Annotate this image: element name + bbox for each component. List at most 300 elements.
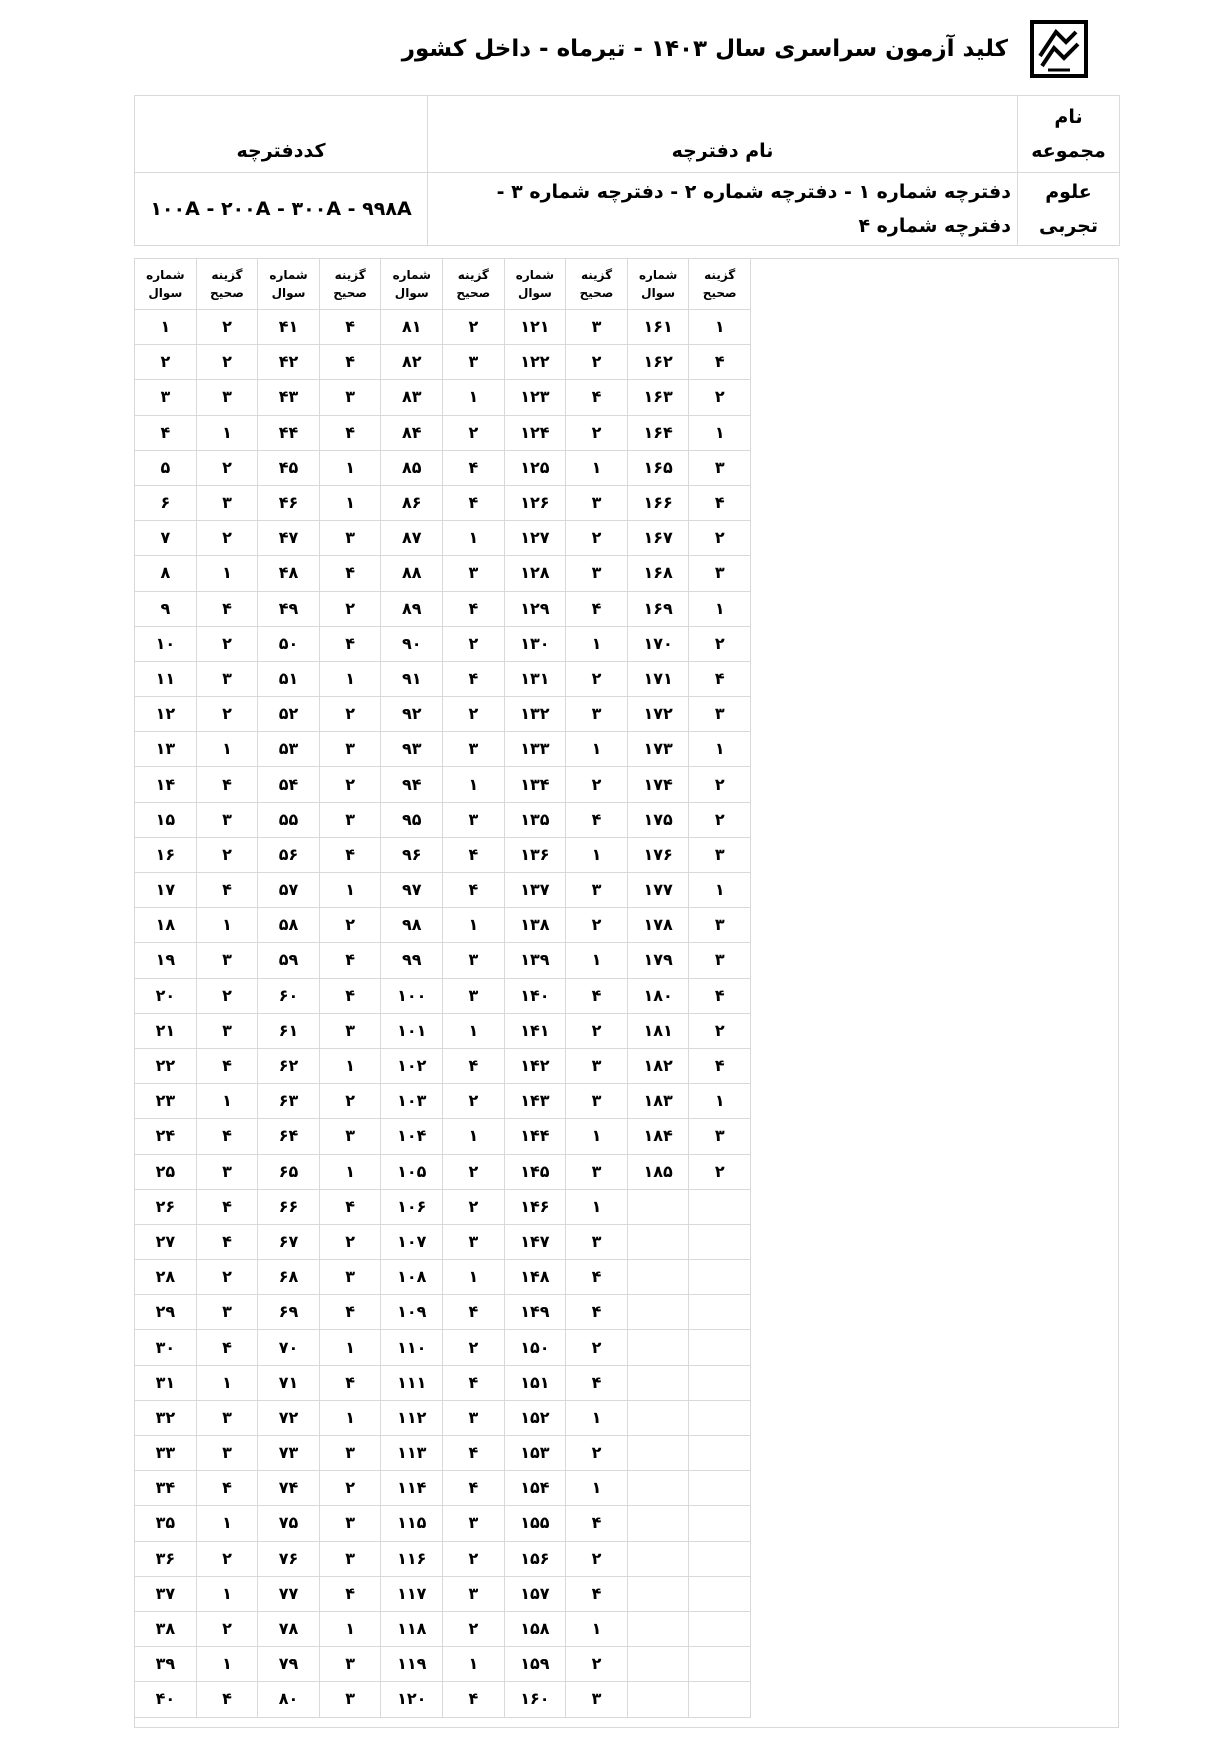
correct-option-cell: ۲	[443, 626, 505, 661]
correct-option-cell: ۲	[566, 345, 628, 380]
question-number-cell: ۷۳	[258, 1436, 320, 1471]
question-number-cell: ۴۱	[258, 310, 320, 345]
correct-option-cell: ۲	[566, 1541, 628, 1576]
question-number-cell: ۹۰	[381, 626, 443, 661]
correct-option-cell: ۴	[566, 380, 628, 415]
question-number-cell: ۱۲۰	[381, 1682, 443, 1717]
question-number-cell: ۱۴۱	[504, 1013, 566, 1048]
correct-option-cell	[689, 1471, 751, 1506]
question-number-cell: ۱۷	[135, 873, 197, 908]
correct-option-cell: ۲	[196, 521, 258, 556]
correct-option-cell: ۲	[443, 1189, 505, 1224]
correct-option-cell: ۱	[319, 485, 381, 520]
correct-option-cell: ۲	[689, 626, 751, 661]
correct-option-cell: ۳	[566, 485, 628, 520]
question-number-cell: ۳۱	[135, 1365, 197, 1400]
question-number-cell: ۱۸۰	[627, 978, 689, 1013]
table-row	[135, 873, 751, 908]
question-number-cell: ۱۲۳	[504, 380, 566, 415]
correct-option-cell: ۱	[196, 908, 258, 943]
correct-option-cell	[689, 1576, 751, 1611]
question-number-cell: ۱۴۲	[504, 1048, 566, 1083]
correct-option-cell: ۴	[443, 591, 505, 626]
correct-option-cell: ۳	[319, 1013, 381, 1048]
correct-option-cell: ۴	[443, 837, 505, 872]
question-number-cell: ۱۷۹	[627, 943, 689, 978]
header-line-1: گزینه	[580, 268, 613, 282]
correct-option-cell	[689, 1330, 751, 1365]
correct-option-cell: ۳	[319, 1541, 381, 1576]
correct-option-cell: ۱	[443, 1647, 505, 1682]
question-number-cell: ۸۵	[381, 450, 443, 485]
question-number-cell: ۶	[135, 485, 197, 520]
correct-option-cell: ۱	[196, 415, 258, 450]
question-number-cell: ۲۵	[135, 1154, 197, 1189]
correct-option-cell: ۳	[566, 1084, 628, 1119]
question-number-cell	[627, 1365, 689, 1400]
question-number-cell: ۱۶۸	[627, 556, 689, 591]
question-number-cell: ۱۵۶	[504, 1541, 566, 1576]
question-number-cell: ۷۰	[258, 1330, 320, 1365]
table-row	[135, 1541, 751, 1576]
question-number-cell: ۱۳۴	[504, 767, 566, 802]
header-line-2: سوال	[641, 286, 676, 300]
correct-option-cell: ۴	[319, 943, 381, 978]
question-number-cell	[627, 1682, 689, 1717]
correct-option-cell: ۳	[319, 521, 381, 556]
question-number-cell: ۱۷۴	[627, 767, 689, 802]
question-number-cell: ۱۶	[135, 837, 197, 872]
question-number-cell: ۱۱۵	[381, 1506, 443, 1541]
question-number-cell: ۹	[135, 591, 197, 626]
correct-option-cell: ۱	[319, 1400, 381, 1435]
question-number-cell: ۱۶۰	[504, 1682, 566, 1717]
question-number-cell: ۱۲۶	[504, 485, 566, 520]
correct-option-cell: ۴	[319, 978, 381, 1013]
correct-option-cell: ۳	[566, 873, 628, 908]
question-number-cell: ۵۴	[258, 767, 320, 802]
correct-option-header	[689, 259, 751, 310]
table-row	[135, 626, 751, 661]
correct-option-cell: ۳	[196, 661, 258, 696]
correct-option-cell: ۲	[319, 908, 381, 943]
question-number-cell: ۱۷۰	[627, 626, 689, 661]
correct-option-cell: ۴	[689, 661, 751, 696]
question-number-cell: ۹۳	[381, 732, 443, 767]
question-number-cell: ۸۴	[381, 415, 443, 450]
question-number-cell: ۱۲۱	[504, 310, 566, 345]
question-number-cell: ۲۶	[135, 1189, 197, 1224]
question-number-cell: ۸۶	[381, 485, 443, 520]
header-line-2: صحیح	[579, 286, 614, 300]
correct-option-cell: ۱	[196, 1647, 258, 1682]
correct-option-cell: ۳	[319, 1436, 381, 1471]
question-number-cell: ۱۰۶	[381, 1189, 443, 1224]
table-row	[135, 802, 751, 837]
correct-option-cell: ۳	[443, 1506, 505, 1541]
question-number-cell: ۸	[135, 556, 197, 591]
correct-option-cell: ۲	[566, 1436, 628, 1471]
question-number-cell: ۱۲۸	[504, 556, 566, 591]
correct-option-cell: ۱	[566, 943, 628, 978]
correct-option-cell: ۲	[566, 415, 628, 450]
header-line-1: گزینه	[457, 268, 489, 282]
question-number-cell: ۱۱۹	[381, 1647, 443, 1682]
correct-option-cell: ۱	[689, 1084, 751, 1119]
correct-option-cell: ۴	[319, 1295, 381, 1330]
question-number-cell: ۱۴۸	[504, 1260, 566, 1295]
correct-option-cell: ۲	[566, 1647, 628, 1682]
question-number-cell: ۱۷۲	[627, 697, 689, 732]
correct-option-cell: ۱	[566, 1471, 628, 1506]
correct-option-cell: ۱	[443, 908, 505, 943]
correct-option-cell: ۴	[443, 485, 505, 520]
question-number-cell: ۱۴۴	[504, 1119, 566, 1154]
question-number-cell: ۴۹	[258, 591, 320, 626]
correct-option-cell: ۱	[566, 1189, 628, 1224]
correct-option-cell: ۳	[689, 1119, 751, 1154]
question-number-cell: ۳۰	[135, 1330, 197, 1365]
question-number-cell: ۱۳۲	[504, 697, 566, 732]
question-number-cell: ۱	[135, 310, 197, 345]
question-number-cell: ۱۲	[135, 697, 197, 732]
correct-option-cell: ۳	[319, 802, 381, 837]
correct-option-cell: ۲	[443, 1611, 505, 1646]
correct-option-cell: ۱	[689, 591, 751, 626]
correct-option-cell: ۲	[566, 661, 628, 696]
correct-option-cell: ۱	[689, 732, 751, 767]
table-row	[135, 1119, 751, 1154]
question-number-cell: ۹۵	[381, 802, 443, 837]
correct-option-cell: ۱	[196, 1506, 258, 1541]
correct-option-cell: ۳	[566, 697, 628, 732]
question-number-cell: ۱۴۹	[504, 1295, 566, 1330]
page-title: کلید آزمون سراسری سال ۱۴۰۳ - تیرماه - داخل کشور	[401, 36, 1008, 62]
question-number-cell: ۷۶	[258, 1541, 320, 1576]
question-number-cell: ۸۲	[381, 345, 443, 380]
correct-option-cell: ۴	[319, 556, 381, 591]
correct-option-cell: ۱	[566, 626, 628, 661]
question-number-cell: ۱۳۶	[504, 837, 566, 872]
table-row	[135, 591, 751, 626]
header-line-1: گزینه	[211, 268, 243, 282]
header-line-2: صحیح	[333, 286, 368, 300]
correct-option-cell: ۳	[319, 380, 381, 415]
question-number-cell: ۵۶	[258, 837, 320, 872]
question-number-cell: ۷۲	[258, 1400, 320, 1435]
question-number-cell: ۳۳	[135, 1436, 197, 1471]
question-number-cell: ۷۹	[258, 1647, 320, 1682]
correct-option-cell: ۴	[566, 802, 628, 837]
question-number-cell: ۵	[135, 450, 197, 485]
question-number-cell: ۳۸	[135, 1611, 197, 1646]
question-number-cell: ۳۷	[135, 1576, 197, 1611]
correct-option-cell: ۱	[443, 521, 505, 556]
correct-option-cell: ۴	[319, 1365, 381, 1400]
question-number-cell: ۱۴۰	[504, 978, 566, 1013]
question-number-cell: ۱۱۳	[381, 1436, 443, 1471]
question-number-cell: ۱۳۷	[504, 873, 566, 908]
correct-option-cell: ۴	[443, 1365, 505, 1400]
table-row	[135, 485, 751, 520]
question-number-cell: ۱۵۳	[504, 1436, 566, 1471]
question-number-cell	[627, 1576, 689, 1611]
correct-option-cell: ۳	[319, 732, 381, 767]
correct-option-cell: ۲	[319, 591, 381, 626]
booklet-code-header: کددفترچه	[135, 96, 428, 173]
correct-option-cell: ۱	[566, 1119, 628, 1154]
correct-option-cell: ۳	[319, 1260, 381, 1295]
correct-option-cell: ۱	[319, 450, 381, 485]
correct-option-cell: ۳	[196, 1154, 258, 1189]
correct-option-cell: ۱	[196, 1365, 258, 1400]
correct-option-cell: ۲	[443, 1330, 505, 1365]
header-line-2: سوال	[271, 286, 306, 300]
correct-option-cell: ۱	[196, 1576, 258, 1611]
correct-option-cell: ۲	[689, 767, 751, 802]
question-number-cell: ۶۸	[258, 1260, 320, 1295]
question-number-cell: ۱۴۷	[504, 1224, 566, 1259]
question-number-cell: ۲	[135, 345, 197, 380]
question-number-cell: ۱۵۷	[504, 1576, 566, 1611]
header-line-1: شماره	[638, 268, 678, 282]
question-number-cell: ۱۱۸	[381, 1611, 443, 1646]
question-number-cell: ۱۶۹	[627, 591, 689, 626]
answer-key-table	[134, 258, 751, 1718]
question-number-cell	[627, 1260, 689, 1295]
correct-option-cell: ۳	[196, 1013, 258, 1048]
header-line-2: صحیح	[456, 286, 491, 300]
correct-option-header	[443, 259, 505, 310]
correct-option-cell: ۳	[689, 450, 751, 485]
correct-option-cell: ۳	[689, 943, 751, 978]
correct-option-cell: ۲	[689, 802, 751, 837]
question-number-cell: ۱۰	[135, 626, 197, 661]
question-number-cell: ۱۷۷	[627, 873, 689, 908]
question-number-cell: ۱۲۷	[504, 521, 566, 556]
correct-option-cell: ۳	[443, 1224, 505, 1259]
correct-option-cell: ۴	[689, 1048, 751, 1083]
sanjesh-logo-icon	[1030, 20, 1088, 78]
question-number-cell: ۱۸۲	[627, 1048, 689, 1083]
table-row	[135, 978, 751, 1013]
question-number-cell: ۱۸۴	[627, 1119, 689, 1154]
question-number-cell: ۱۱۰	[381, 1330, 443, 1365]
question-number-cell: ۱۹	[135, 943, 197, 978]
table-row	[135, 1260, 751, 1295]
question-number-cell: ۱۰۷	[381, 1224, 443, 1259]
question-number-cell: ۹۷	[381, 873, 443, 908]
correct-option-cell	[689, 1260, 751, 1295]
question-number-cell: ۶۰	[258, 978, 320, 1013]
table-row	[135, 1330, 751, 1365]
question-number-cell: ۷۸	[258, 1611, 320, 1646]
correct-option-cell: ۲	[196, 697, 258, 732]
correct-option-cell: ۴	[566, 1260, 628, 1295]
question-number-cell: ۱۳۵	[504, 802, 566, 837]
question-number-cell: ۴۴	[258, 415, 320, 450]
header-line-1: شماره	[392, 268, 431, 282]
correct-option-cell: ۱	[443, 380, 505, 415]
question-number-cell: ۲۴	[135, 1119, 197, 1154]
correct-option-cell: ۴	[566, 1506, 628, 1541]
question-number-cell: ۱۳۱	[504, 661, 566, 696]
correct-option-cell: ۱	[443, 1013, 505, 1048]
correct-option-cell: ۴	[319, 310, 381, 345]
question-number-cell: ۱۶۳	[627, 380, 689, 415]
correct-option-cell: ۴	[443, 1436, 505, 1471]
correct-option-cell: ۴	[443, 873, 505, 908]
table-row	[135, 556, 751, 591]
question-number-cell: ۱۷۵	[627, 802, 689, 837]
correct-option-cell: ۴	[689, 345, 751, 380]
question-number-cell: ۱۵۹	[504, 1647, 566, 1682]
correct-option-cell: ۱	[196, 732, 258, 767]
correct-option-cell: ۴	[196, 1682, 258, 1717]
correct-option-cell: ۴	[443, 1048, 505, 1083]
info-data-row	[135, 173, 1120, 246]
header-line-1: شماره	[269, 268, 308, 282]
correct-option-cell: ۳	[566, 1224, 628, 1259]
correct-option-cell: ۲	[566, 521, 628, 556]
table-row	[135, 1576, 751, 1611]
correct-option-cell: ۳	[196, 1295, 258, 1330]
table-row	[135, 450, 751, 485]
correct-option-cell: ۱	[443, 1260, 505, 1295]
question-number-cell: ۳۴	[135, 1471, 197, 1506]
correct-option-cell: ۳	[196, 1400, 258, 1435]
question-number-cell: ۱۵۰	[504, 1330, 566, 1365]
question-number-cell: ۱۴۶	[504, 1189, 566, 1224]
correct-option-cell	[689, 1682, 751, 1717]
header-line-2: سوال	[517, 286, 552, 300]
correct-option-cell: ۴	[196, 1471, 258, 1506]
question-number-cell	[627, 1295, 689, 1330]
correct-option-cell: ۲	[566, 767, 628, 802]
correct-option-cell: ۲	[689, 380, 751, 415]
question-number-cell: ۱۳۰	[504, 626, 566, 661]
question-number-cell: ۱۱۱	[381, 1365, 443, 1400]
correct-option-cell: ۴	[196, 591, 258, 626]
question-number-cell: ۵۳	[258, 732, 320, 767]
table-row	[135, 661, 751, 696]
question-number-cell: ۶۶	[258, 1189, 320, 1224]
correct-option-header	[319, 259, 381, 310]
question-number-cell: ۱۵۸	[504, 1611, 566, 1646]
question-number-cell: ۱۸۳	[627, 1084, 689, 1119]
table-row	[135, 1154, 751, 1189]
correct-option-cell: ۱	[566, 1611, 628, 1646]
correct-option-cell: ۳	[443, 1400, 505, 1435]
question-number-cell: ۱۳۳	[504, 732, 566, 767]
question-number-cell: ۱۰۵	[381, 1154, 443, 1189]
correct-option-cell: ۴	[319, 415, 381, 450]
question-number-cell: ۵۸	[258, 908, 320, 943]
question-number-cell: ۸۸	[381, 556, 443, 591]
correct-option-cell	[689, 1295, 751, 1330]
correct-option-cell: ۳	[566, 1154, 628, 1189]
question-number-cell: ۳۹	[135, 1647, 197, 1682]
question-number-cell: ۱۴۳	[504, 1084, 566, 1119]
question-number-cell: ۱۵۱	[504, 1365, 566, 1400]
correct-option-cell: ۱	[689, 310, 751, 345]
question-number-cell: ۳۵	[135, 1506, 197, 1541]
info-header-row	[135, 96, 1120, 173]
correct-option-cell: ۳	[319, 1506, 381, 1541]
correct-option-cell: ۴	[443, 661, 505, 696]
question-number-cell: ۱۰۲	[381, 1048, 443, 1083]
correct-option-cell: ۳	[566, 556, 628, 591]
question-number-cell: ۱۰۴	[381, 1119, 443, 1154]
correct-option-cell: ۴	[196, 1048, 258, 1083]
question-number-cell: ۱۷۸	[627, 908, 689, 943]
question-number-cell: ۳	[135, 380, 197, 415]
question-number-cell: ۳۶	[135, 1541, 197, 1576]
correct-option-cell: ۲	[319, 767, 381, 802]
correct-option-cell: ۲	[196, 310, 258, 345]
correct-option-cell: ۴	[196, 767, 258, 802]
question-number-cell: ۶۱	[258, 1013, 320, 1048]
correct-option-cell: ۴	[443, 450, 505, 485]
correct-option-cell	[689, 1647, 751, 1682]
correct-option-cell: ۲	[196, 978, 258, 1013]
table-row	[135, 1084, 751, 1119]
question-number-cell: ۱۸	[135, 908, 197, 943]
correct-option-cell	[689, 1506, 751, 1541]
correct-option-cell: ۴	[196, 1119, 258, 1154]
correct-option-cell: ۴	[689, 485, 751, 520]
header-line-1: شماره	[515, 268, 555, 282]
correct-option-cell: ۳	[689, 837, 751, 872]
question-number-header	[135, 259, 197, 310]
header-line-2: سوال	[394, 286, 429, 300]
correct-option-cell: ۳	[689, 908, 751, 943]
table-row	[135, 943, 751, 978]
correct-option-cell	[689, 1400, 751, 1435]
question-number-cell: ۲۱	[135, 1013, 197, 1048]
question-number-cell: ۱۷۱	[627, 661, 689, 696]
correct-option-cell: ۱	[319, 1048, 381, 1083]
table-row	[135, 1048, 751, 1083]
correct-option-cell: ۱	[319, 873, 381, 908]
correct-option-cell: ۲	[196, 837, 258, 872]
correct-option-cell: ۳	[319, 1682, 381, 1717]
correct-option-cell: ۲	[196, 1541, 258, 1576]
correct-option-cell: ۴	[319, 837, 381, 872]
question-number-cell: ۶۳	[258, 1084, 320, 1119]
question-number-cell: ۷۷	[258, 1576, 320, 1611]
question-number-cell: ۹۴	[381, 767, 443, 802]
question-number-cell: ۴	[135, 415, 197, 450]
question-number-cell: ۱۲۴	[504, 415, 566, 450]
question-number-header	[504, 259, 566, 310]
correct-option-cell	[689, 1611, 751, 1646]
correct-option-cell: ۲	[443, 310, 505, 345]
question-number-cell: ۹۹	[381, 943, 443, 978]
correct-option-cell: ۳	[196, 380, 258, 415]
table-row	[135, 345, 751, 380]
question-number-cell	[627, 1611, 689, 1646]
correct-option-cell: ۲	[443, 697, 505, 732]
question-number-cell: ۶۵	[258, 1154, 320, 1189]
question-number-cell: ۱۳۹	[504, 943, 566, 978]
question-number-cell: ۹۱	[381, 661, 443, 696]
question-number-cell: ۵۲	[258, 697, 320, 732]
correct-option-cell: ۴	[566, 978, 628, 1013]
table-row	[135, 837, 751, 872]
correct-option-cell: ۲	[443, 1541, 505, 1576]
question-number-cell: ۱۵	[135, 802, 197, 837]
